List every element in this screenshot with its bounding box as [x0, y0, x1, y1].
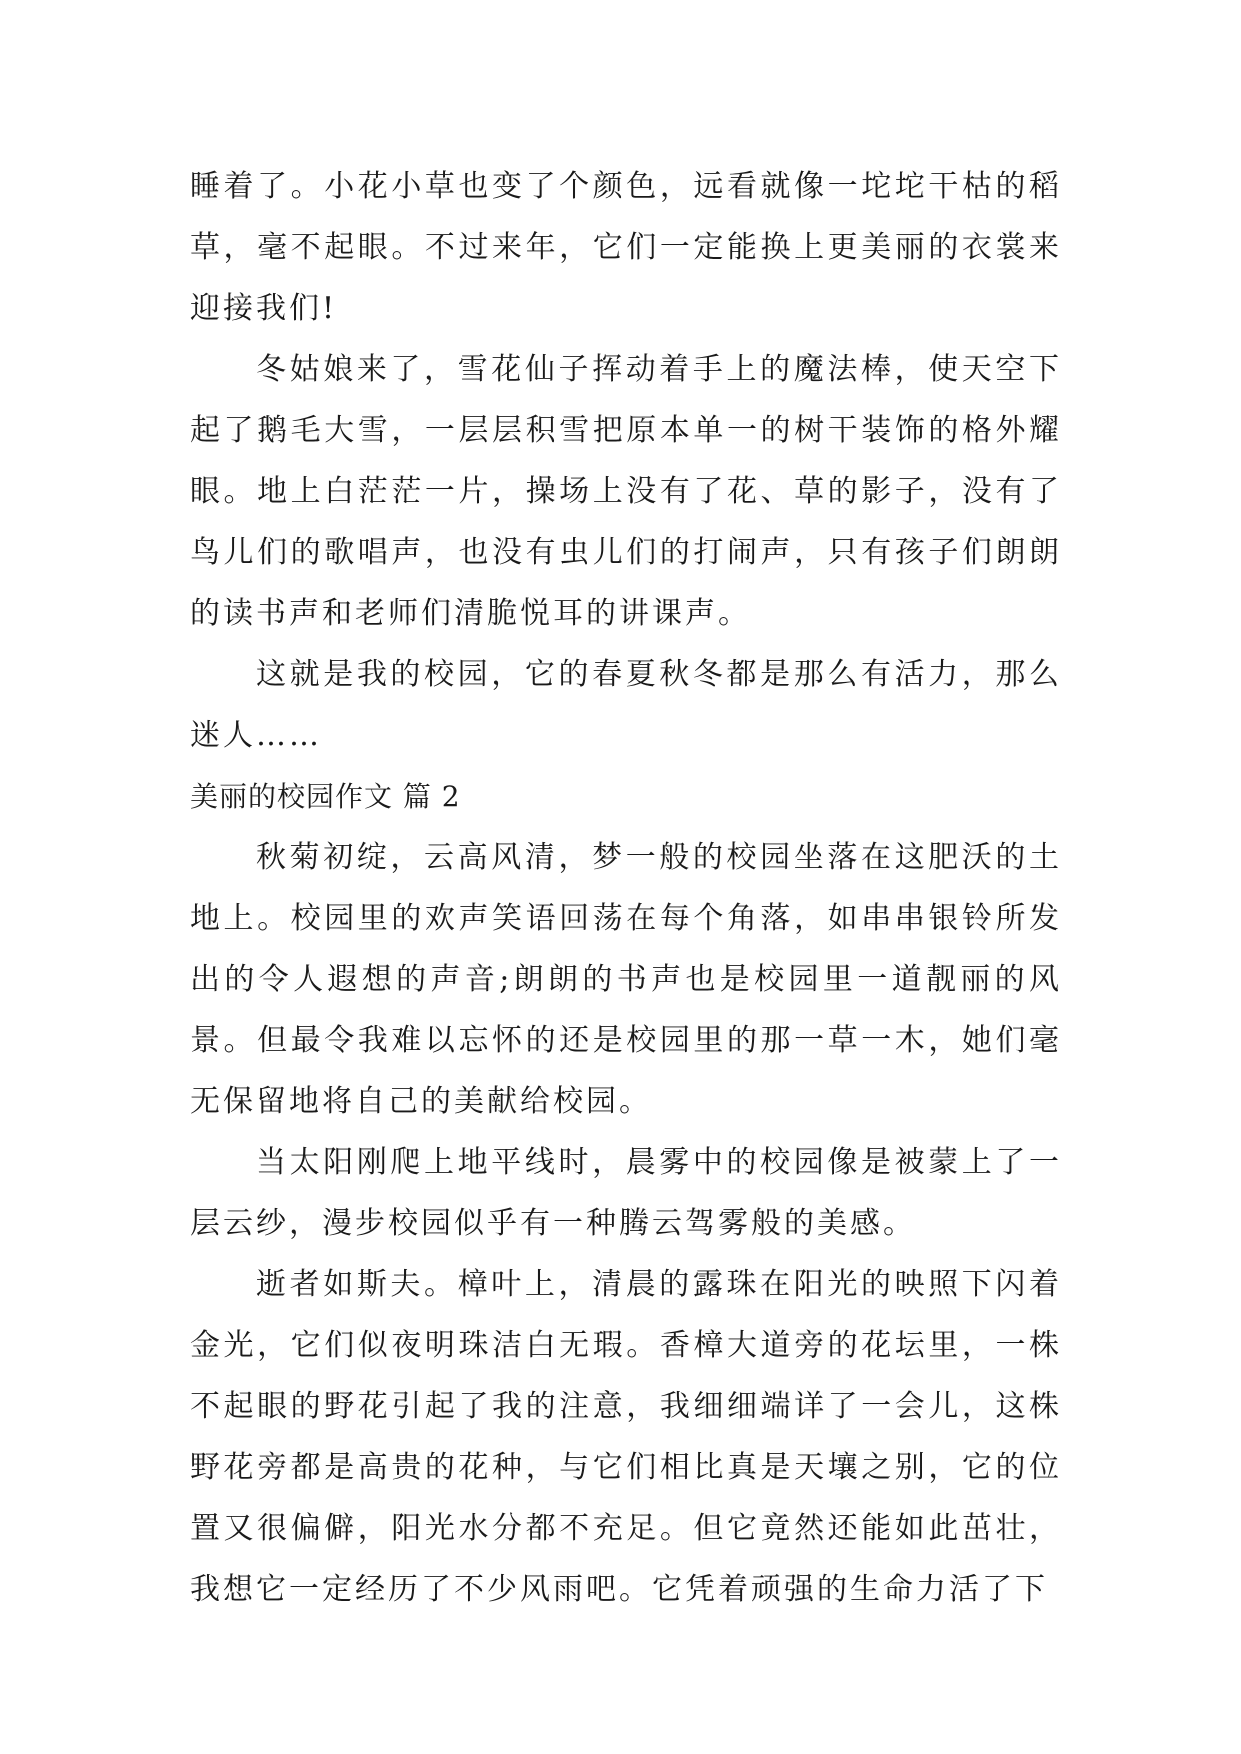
paragraph-conclusion: 这就是我的校园，它的春夏秋冬都是那么有活力，那么迷人…… [190, 657, 1062, 753]
paragraph-autumn: 秋菊初绽，云高风清，梦一般的校园坐落在这肥沃的土地上。校园里的欢声笑语回荡在每个角落，如串串银铃所发出的令人遐想的声音;朗朗的书声也是校园里一道靓丽的风景。但最令我难以忘怀的还是校园里的那一草一木，她们毫无保留地将自己的美献给校园。 [190, 840, 1062, 1119]
paragraph-continued: 睡着了。小花小草也变了个颜色，远看就像一坨坨干枯的稻草，毫不起眼。不过来年，它们一定能换上更美丽的衣裳来迎接我们! [190, 169, 1062, 326]
section-heading: 美丽的校园作文 篇 2 [190, 780, 461, 813]
paragraph-winter: 冬姑娘来了，雪花仙子挥动着手上的魔法棒，使天空下起了鹅毛大雪，一层层积雪把原本单一的树干装饰的格外耀眼。地上白茫茫一片，操场上没有了花、草的影子，没有了鸟儿们的歌唱声，也没有虫儿们的打闹声，只有孩子们朗朗的读书声和老师们清脆悦耳的讲课声。 [190, 352, 1062, 631]
paragraph-wildflower: 逝者如斯夫。樟叶上，清晨的露珠在阳光的映照下闪着金光，它们似夜明珠洁白无瑕。香樟大道旁的花坛里，一株不起眼的野花引起了我的注意，我细细端详了一会儿，这株野花旁都是高贵的花种，与它们相比真是天壤之别，它的位置又很偏僻，阳光水分都不充足。但它竟然还能如此茁壮，我想它一定经历了不少风雨吧。它凭着顽强的生命力活了下 [190, 1267, 1062, 1607]
paragraph-morning-fog: 当太阳刚爬上地平线时，晨雾中的校园像是被蒙上了一层云纱，漫步校园似乎有一种腾云驾雾般的美感。 [190, 1145, 1062, 1241]
document-body [190, 156, 1062, 1620]
